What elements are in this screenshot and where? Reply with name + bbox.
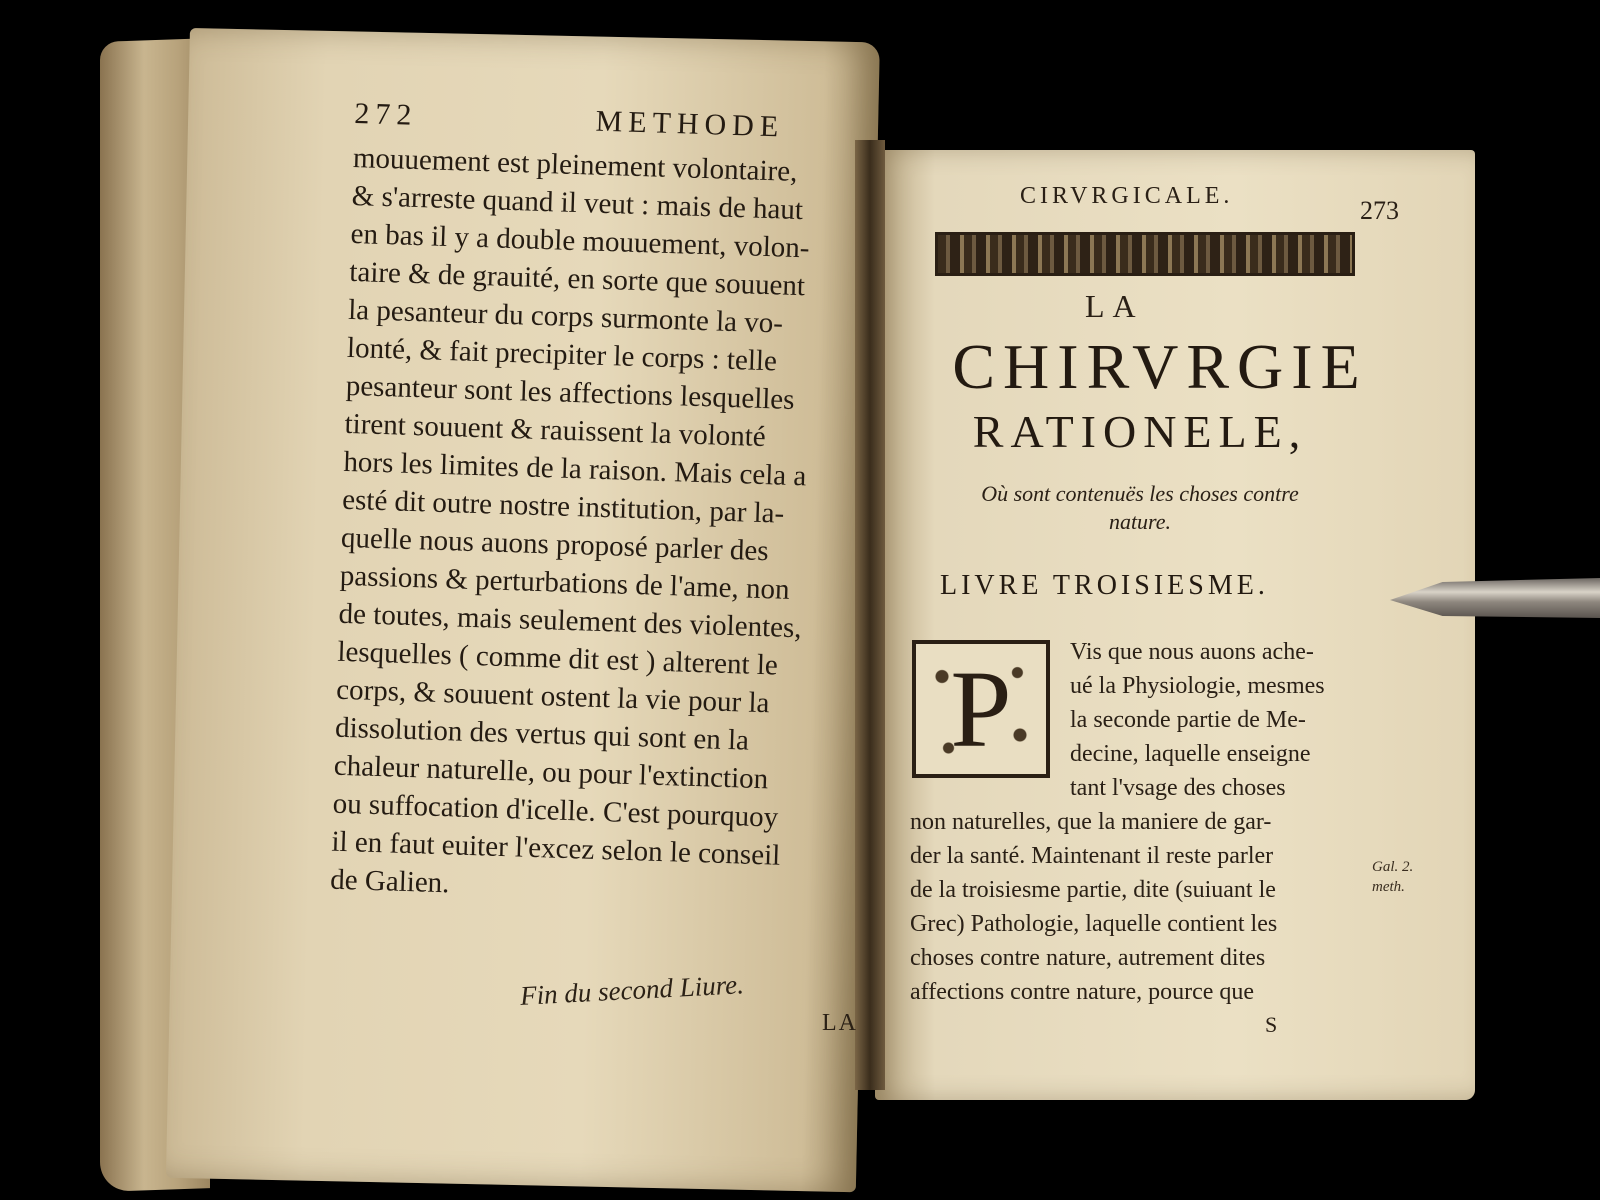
text-line: taire & de grauité, en sorte que souuent: [348, 255, 806, 303]
running-title-right: CIRVRGICALE.: [1020, 183, 1234, 209]
text-line: chaleur naturelle, ou pour l'extinction: [333, 749, 769, 796]
subtitle-line-2: nature.: [1108, 509, 1172, 534]
subtitle: [930, 480, 1350, 536]
text-line: lonté, & fait precipiter le corps : telle: [346, 331, 778, 378]
text-line: der la santé. Maintenant il reste parler: [910, 843, 1274, 869]
text-line: lesquelles ( comme dit est ) alterent le: [337, 635, 779, 682]
text-line: il en faut euiter l'excez selon le conseil: [331, 825, 781, 872]
right-page-body: [910, 805, 1370, 1009]
text-line: affections contre nature, pource que: [910, 979, 1255, 1005]
catchword: LA: [822, 1010, 858, 1036]
title-line-2: RATIONELE,: [972, 406, 1308, 457]
text-line: ou suffocation d'icelle. C'est pourquoy: [332, 787, 779, 834]
right-page-indented-text: [1070, 635, 1370, 805]
signature-mark: S: [1265, 1012, 1278, 1037]
page-number-left: 272: [353, 96, 418, 132]
book-heading: LIVRE TROISIESME.: [940, 570, 1269, 601]
page-number-right: 273: [1360, 196, 1399, 225]
running-title-left: METHODE: [595, 104, 785, 144]
text-line: Vis que nous auons ache-: [1070, 639, 1314, 665]
left-page-text: [330, 95, 855, 914]
text-line: & s'arreste quand il veut : mais de haut: [351, 179, 804, 227]
text-line: mouuement est pleinement volontaire,: [352, 141, 798, 188]
title-article: LA: [1085, 288, 1144, 324]
text-line: ué la Physiologie, mesmes: [1070, 673, 1325, 699]
marginal-note-line-1: Gal. 2.: [1372, 859, 1414, 875]
end-of-book-note: Fin du second Liure.: [519, 969, 745, 1011]
text-line: quelle nous auons proposé parler des: [340, 521, 770, 568]
text-line: dissolution des vertus qui sont en la: [334, 711, 750, 757]
text-line: esté dit outre nostre institution, par la-: [341, 483, 785, 530]
text-line: pesanteur sont les affections lesquelles: [345, 369, 795, 416]
text-line: corps, & souuent ostent la vie pour la: [335, 673, 770, 720]
text-line: hors les limites de la raison. Mais cela a: [342, 445, 807, 493]
text-line: tant l'vsage des choses: [1070, 775, 1286, 801]
text-line: decine, laquelle enseigne: [1070, 741, 1311, 767]
text-line: choses contre nature, autrement dites: [910, 945, 1266, 971]
left-page-body: [330, 139, 854, 914]
text-line: la seconde partie de Me-: [1070, 707, 1306, 733]
text-line: la pesanteur du corps surmonte la vo-: [347, 293, 784, 340]
marginal-note-line-2: meth.: [1372, 879, 1405, 895]
title-line-1: CHIRVRGIE: [952, 331, 1368, 402]
text-line: Grec) Pathologie, laquelle contient les: [910, 911, 1278, 937]
marginal-note: [1372, 857, 1413, 897]
text-line: passions & perturbations de l'ame, non: [339, 559, 790, 606]
subtitle-line-1: Où sont contenuës les choses contre: [981, 481, 1299, 506]
text-line: de la troisiesme partie, dite (suiuant le: [910, 877, 1276, 903]
text-line: de Galien.: [329, 863, 450, 900]
text-line: en bas il y a double mouuement, volon-: [350, 217, 810, 265]
text-line: non naturelles, que la maniere de gar-: [910, 809, 1272, 835]
headpiece-ornament: [935, 232, 1355, 276]
decorated-initial: P: [912, 640, 1050, 778]
text-line: tirent souuent & rauissent la volonté: [344, 407, 767, 454]
text-line: de toutes, mais seulement des violentes,: [338, 597, 803, 645]
book-gutter: [855, 140, 885, 1090]
